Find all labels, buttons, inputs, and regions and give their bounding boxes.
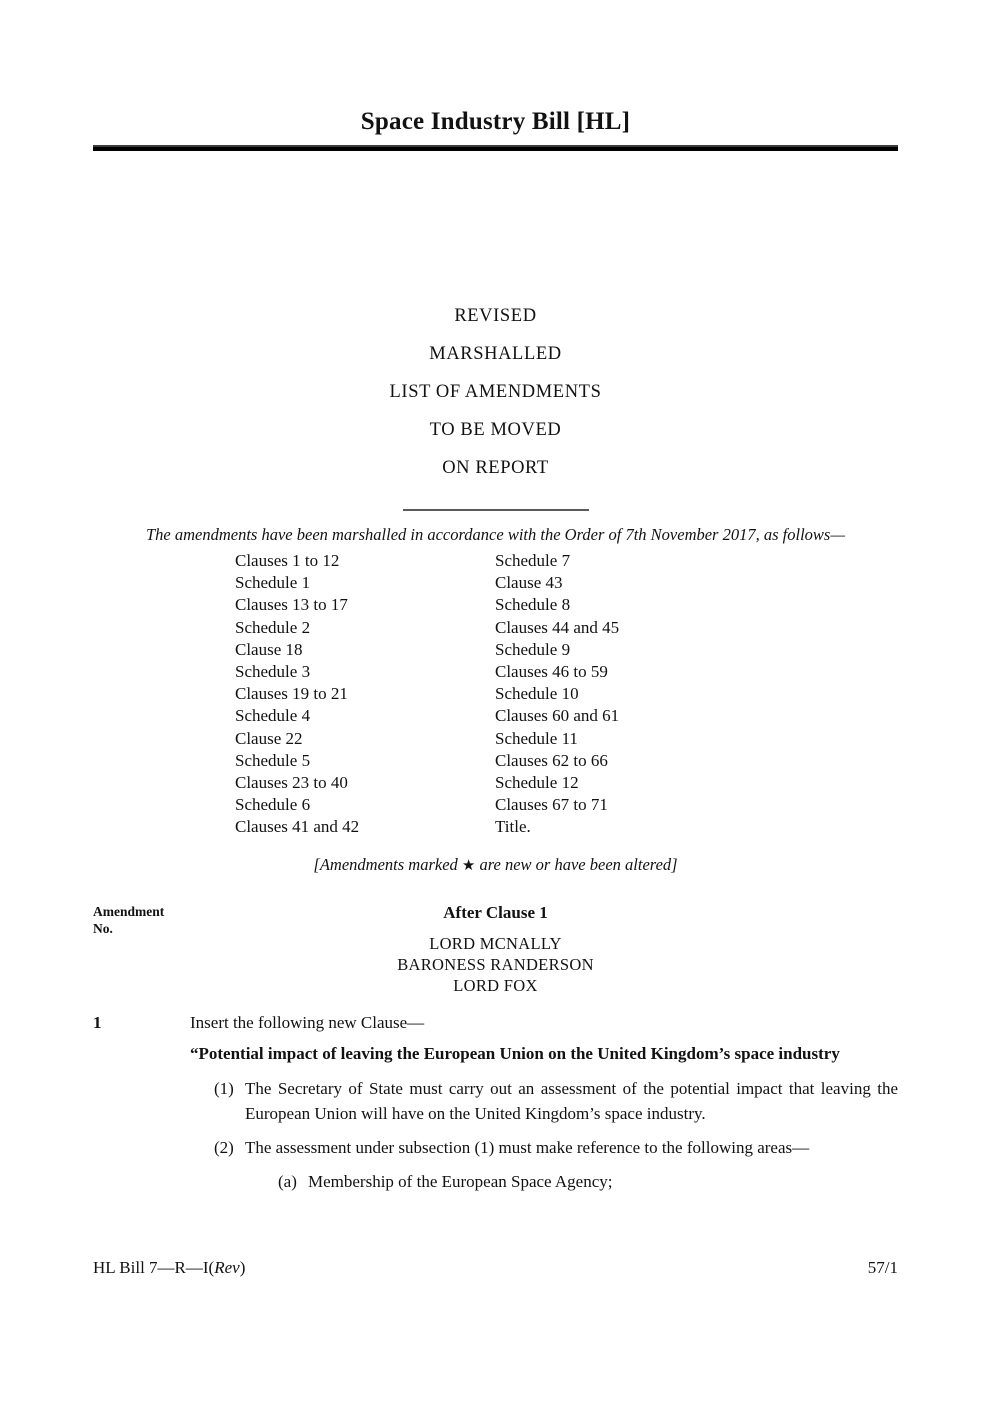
order-item: Title. bbox=[495, 817, 531, 837]
order-item: Schedule 1 bbox=[235, 573, 311, 593]
amendment-no-column-label bbox=[93, 903, 164, 938]
order-item: Schedule 8 bbox=[495, 595, 571, 615]
order-column-left bbox=[235, 550, 495, 839]
order-item: Schedule 2 bbox=[235, 617, 311, 637]
order-item: Clauses 19 to 21 bbox=[235, 684, 348, 704]
order-item: Schedule 9 bbox=[495, 639, 571, 659]
order-item: Clauses 13 to 17 bbox=[235, 595, 348, 615]
page-footer bbox=[93, 1257, 898, 1279]
new-clause-heading: “Potential impact of leaving the European Union on the United Kingdom’s space industry bbox=[190, 1043, 840, 1063]
order-item: Schedule 12 bbox=[495, 773, 579, 793]
order-item: Clauses 60 and 61 bbox=[495, 706, 620, 726]
title-double-rule bbox=[93, 145, 898, 151]
order-item: Clauses 46 to 59 bbox=[495, 662, 608, 682]
sponsor-list bbox=[93, 933, 898, 997]
amendment-instruction: Insert the following new Clause— bbox=[190, 1012, 425, 1032]
bill-ref-suffix: ) bbox=[239, 1258, 246, 1277]
order-item: Clauses 1 to 12 bbox=[235, 551, 340, 570]
order-item: Schedule 7 bbox=[495, 551, 571, 570]
subsection-2 bbox=[190, 1135, 898, 1160]
paragraph-letter: (a) bbox=[278, 1171, 297, 1191]
section-divider-rule bbox=[403, 509, 589, 511]
section-heading-after-clause-1: After Clause 1 bbox=[443, 902, 548, 922]
page-title: Space Industry Bill [HL] bbox=[360, 108, 631, 135]
order-item: Schedule 11 bbox=[495, 728, 578, 748]
order-column-right bbox=[495, 550, 619, 839]
amendment-no-label-line1: Amendment bbox=[93, 903, 165, 919]
star-note-prefix: [Amendments marked bbox=[313, 854, 462, 874]
cover-headings bbox=[93, 297, 898, 487]
page-number: 57/1 bbox=[867, 1258, 898, 1277]
cover-line-marshalled: MARSHALLED bbox=[429, 344, 562, 364]
order-item: Clause 18 bbox=[235, 639, 303, 659]
order-item: Clauses 67 to 71 bbox=[495, 795, 608, 815]
order-item: Schedule 10 bbox=[495, 684, 579, 704]
bill-ref-prefix: HL Bill 7—R—I( bbox=[93, 1258, 215, 1277]
subsection-number: (1) bbox=[214, 1078, 234, 1098]
order-item: Clauses 41 and 42 bbox=[235, 817, 360, 837]
order-item: Clauses 62 to 66 bbox=[495, 750, 608, 770]
star-note-suffix: are new or have been altered] bbox=[475, 854, 678, 874]
sponsor-name: LORD MCNALLY bbox=[429, 933, 562, 953]
marshalling-note: The amendments have been marshalled in accordance with the Order of 7th November 2017, as follows— bbox=[145, 525, 846, 544]
bill-reference bbox=[93, 1257, 245, 1279]
cover-line-to-be-moved: TO BE MOVED bbox=[429, 420, 562, 440]
subsection-number: (2) bbox=[214, 1137, 234, 1157]
cover-line-on-report: ON REPORT bbox=[442, 458, 549, 478]
cover-line-revised: REVISED bbox=[454, 306, 537, 326]
order-item: Schedule 4 bbox=[235, 706, 311, 726]
cover-line-list-of-amendments: LIST OF AMENDMENTS bbox=[389, 382, 602, 402]
paragraph-text: Membership of the European Space Agency; bbox=[308, 1171, 613, 1191]
sponsor-name: BARONESS RANDERSON bbox=[397, 954, 594, 974]
order-item: Schedule 6 bbox=[235, 795, 311, 815]
star-legend-note bbox=[93, 854, 898, 877]
amendment-no-label-line2: No. bbox=[93, 921, 113, 937]
amendment-number: 1 bbox=[93, 1012, 102, 1032]
marshalling-order-columns bbox=[235, 550, 898, 839]
order-item: Schedule 3 bbox=[235, 662, 311, 682]
subsection-text: The Secretary of State must carry out an assessment of the potential impact that leaving the European Union will have on the United Kingdom’s space industry. bbox=[245, 1078, 898, 1123]
sponsor-name: LORD FOX bbox=[453, 976, 538, 996]
order-item: Clauses 23 to 40 bbox=[235, 773, 348, 793]
order-item: Clause 43 bbox=[495, 573, 563, 593]
paragraph-a bbox=[190, 1169, 898, 1194]
star-icon: ★ bbox=[461, 857, 476, 874]
order-item: Clause 22 bbox=[235, 728, 303, 748]
amendment-header bbox=[93, 902, 898, 997]
amendment-1 bbox=[93, 1010, 898, 1194]
order-item: Schedule 5 bbox=[235, 750, 311, 770]
subsection-1 bbox=[190, 1076, 898, 1126]
bill-ref-rev: Rev bbox=[214, 1258, 240, 1277]
order-item: Clauses 44 and 45 bbox=[495, 617, 620, 637]
subsection-text: The assessment under subsection (1) must make reference to the following areas— bbox=[245, 1137, 810, 1157]
